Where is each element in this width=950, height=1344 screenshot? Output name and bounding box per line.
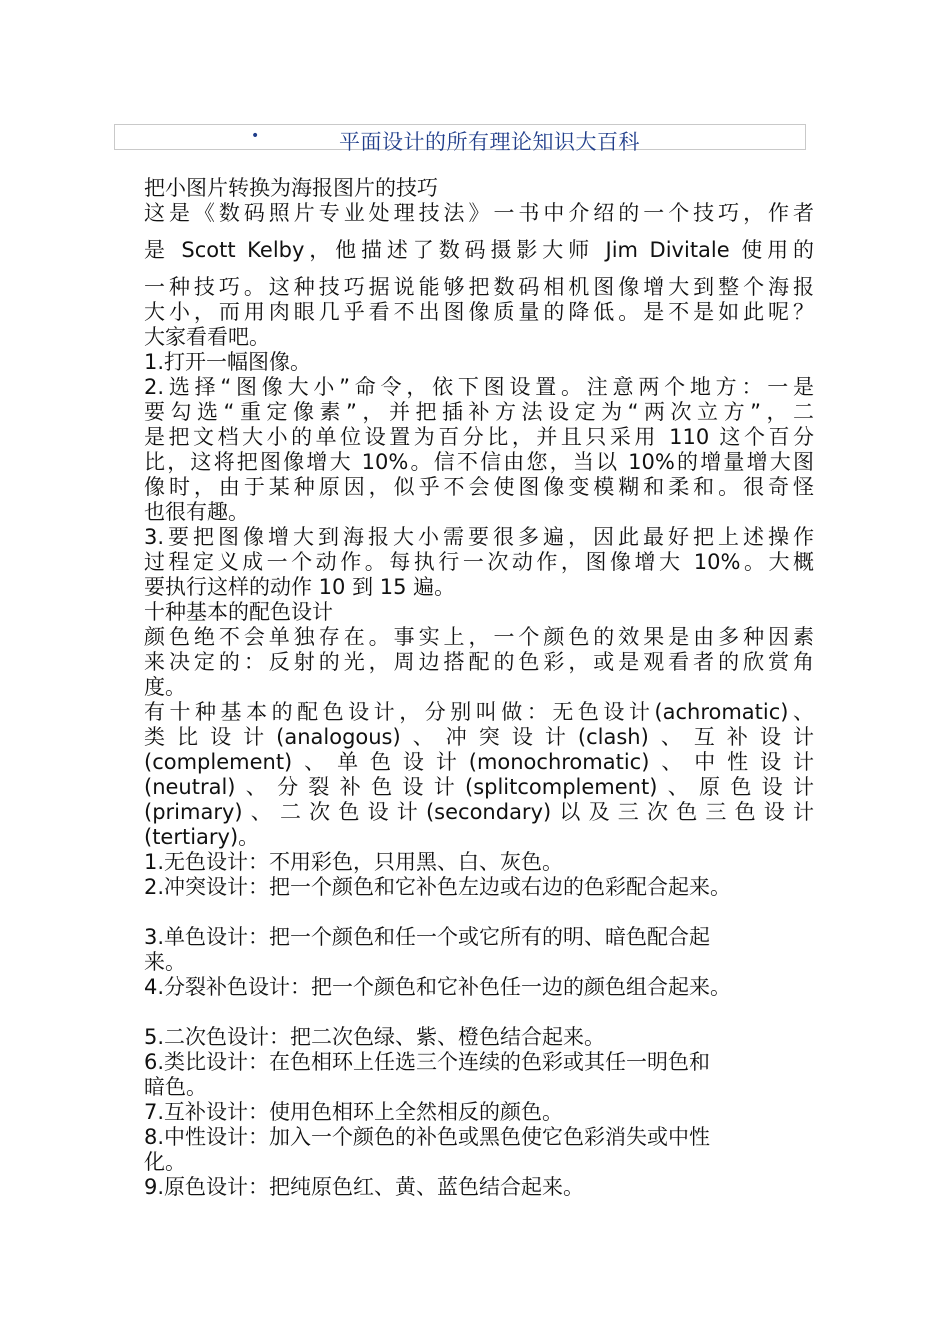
paragraph-line: 暗色。 [144,1075,207,1099]
paragraph-line: 度。 [144,675,186,699]
list-item: 4.分裂补色设计：把一个颜色和它补色任一边的颜色组合起来。 [144,975,732,999]
paragraph-line: 大家看看吧。 [144,325,270,349]
list-item: 1.无色设计：不用彩色，只用黑、白、灰色。 [144,850,564,874]
list-item: 8.中性设计：加入一个颜色的补色或黑色使它色彩消失或中性 [144,1125,711,1149]
bullet-icon: • [251,128,260,144]
paragraph-line: 来。 [144,950,186,974]
paragraph-line: 一种技巧。这种技巧据说能够把数码相机图像增大到整个海报 [144,275,814,299]
paragraph-line: 类比设计(analogous)、冲突设计(clash)、互补设计 [144,725,814,749]
list-item: 3.单色设计：把一个颜色和任一个或它所有的明、暗色配合起 [144,925,711,949]
paragraph-line: 有十种基本的配色设计，分别叫做：无色设计(achromatic)、 [144,700,814,724]
paragraph-line: 来决定的：反射的光，周边搭配的色彩，或是观看者的欣赏角 [144,650,814,674]
paragraph-line: 化。 [144,1150,186,1174]
paragraph-line: 大小，而用肉眼几乎看不出图像质量的降低。是不是如此呢？ [144,300,814,324]
list-item: 2.选择“图像大小”命令，依下图设置。注意两个地方：一是 [144,375,814,399]
paragraph-line: 像时，由于某种原因，似乎不会使图像变模糊和柔和。很奇怪 [144,475,814,499]
paragraph-line: 也很有趣。 [144,500,249,524]
list-item: 6.类比设计：在色相环上任选三个连续的色彩或其任一明色和 [144,1050,711,1074]
paragraph-line: (tertiary)。 [144,825,260,849]
list-item: 2.冲突设计：把一个颜色和它补色左边或右边的色彩配合起来。 [144,875,732,899]
section-heading: 把小图片转换为海报图片的技巧 [144,176,438,200]
paragraph-line: (primary)、二次色设计(secondary)以及三次色三色设计 [144,800,814,824]
paragraph-line: (complement)、单色设计(monochromatic)、中性设计 [144,750,814,774]
document-title-bar [114,124,806,154]
paragraph-line: (neutral)、分裂补色设计(splitcomplement)、原色设计 [144,775,814,799]
list-item: 1.打开一幅图像。 [144,350,312,374]
paragraph-line: 颜色绝不会单独存在。事实上，一个颜色的效果是由多种因素 [144,625,814,649]
paragraph-line: 要勾选“重定像素”，并把插补方法设定为“两次立方”，二 [144,400,814,424]
paragraph-line: 是 Scott Kelby，他描述了数码摄影大师 Jim Divitale 使用的 [144,238,814,262]
paragraph-line: 过程定义成一个动作。每执行一次动作，图像增大 10%。大概 [144,550,814,574]
list-item: 9.原色设计：把纯原色红、黄、蓝色结合起来。 [144,1175,585,1199]
paragraph-line: 是把文档大小的单位设置为百分比，并且只采用 110 这个百分 [144,425,814,449]
section-heading: 十种基本的配色设计 [144,600,333,624]
list-item: 7.互补设计：使用色相环上全然相反的颜色。 [144,1100,564,1124]
paragraph-line: 这是《数码照片专业处理技法》一书中介绍的一个技巧，作者 [144,201,814,225]
document-title: 平面设计的所有理论知识大百科 [339,130,640,154]
list-item: 3.要把图像增大到海报大小需要很多遍，因此最好把上述操作 [144,525,814,549]
paragraph-line: 要执行这样的动作 10 到 15 遍。 [144,575,456,599]
paragraph-line: 比，这将把图像增大 10%。信不信由您，当以 10%的增量增大图 [144,450,814,474]
document-body [144,176,814,1200]
list-item: 5.二次色设计：把二次色绿、紫、橙色结合起来。 [144,1025,606,1049]
